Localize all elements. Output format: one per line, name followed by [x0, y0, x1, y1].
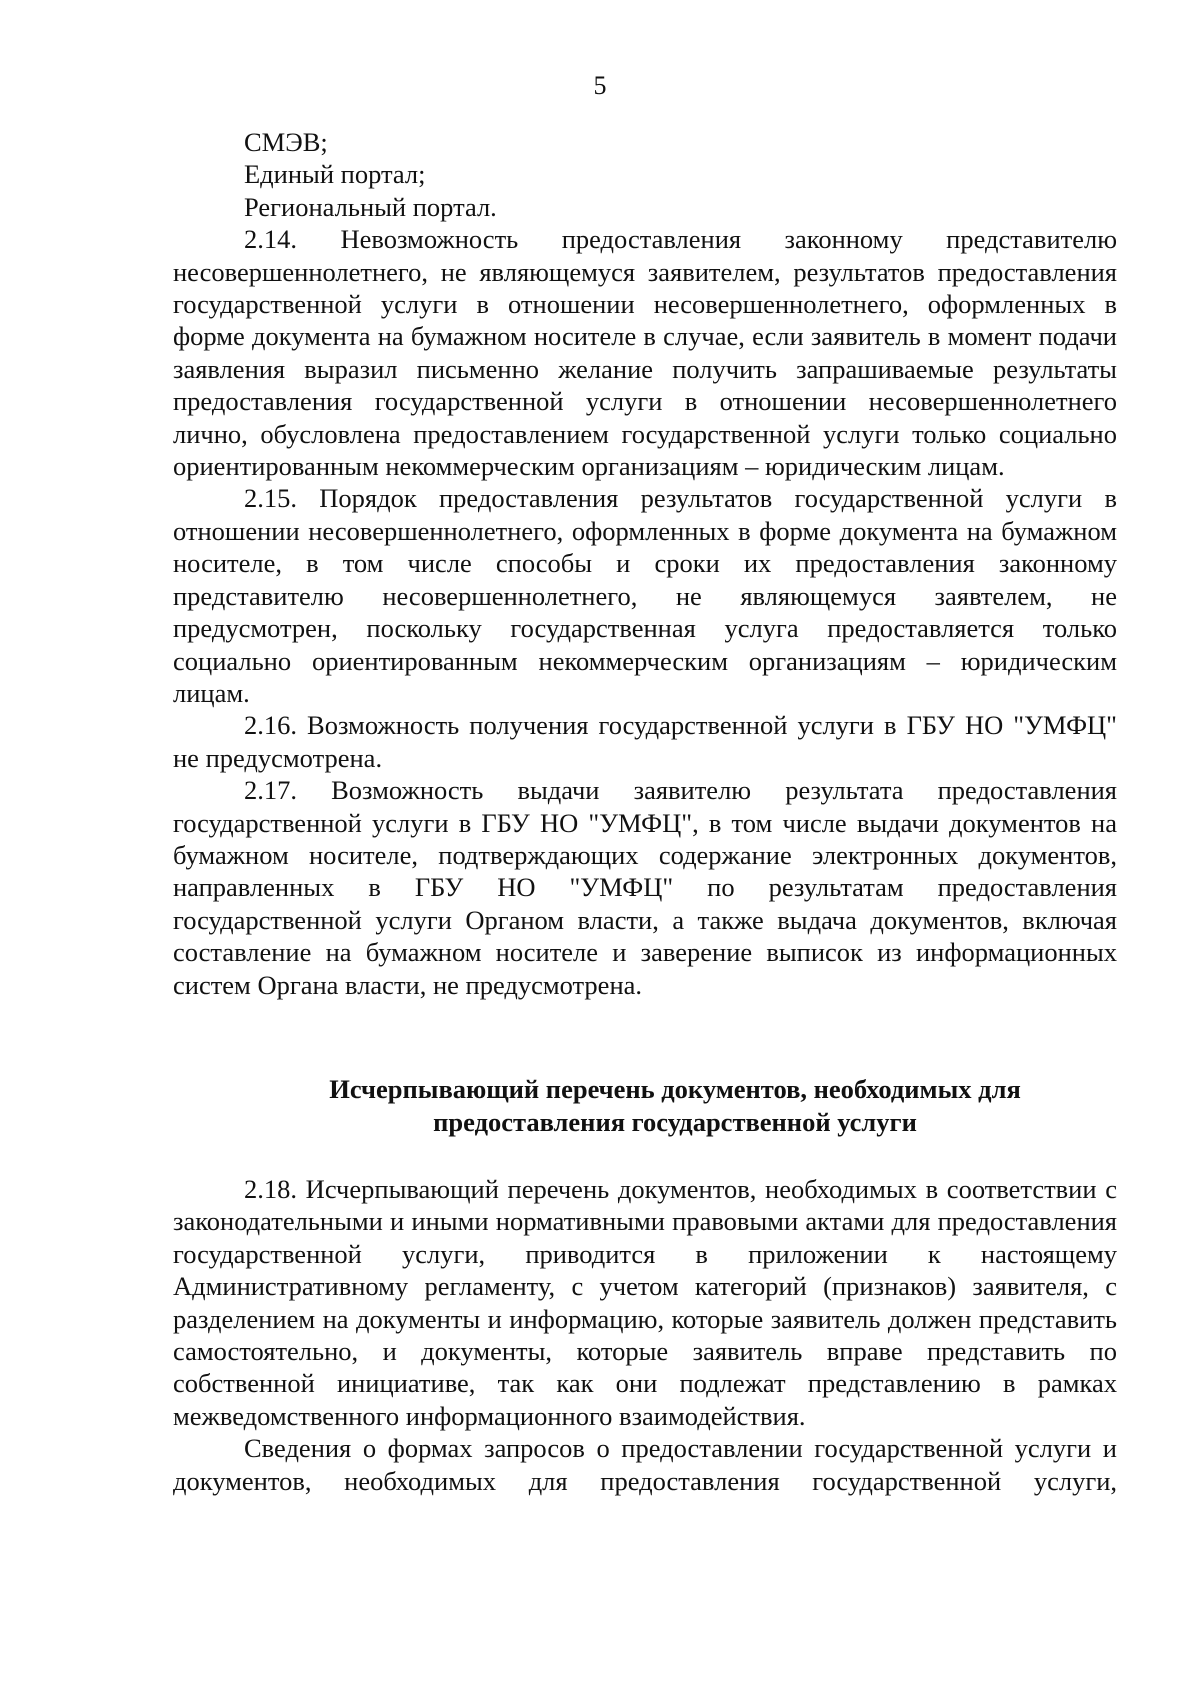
paragraph-forms-info: Сведения о формах запросов о предоставлении государственной услуги и документов, необходимых для предоставления государственной услуги, [173, 1433, 1117, 1496]
section-heading-line-1: Исчерпывающий перечень документов, необходимых для [329, 1074, 1021, 1104]
section-heading-line-2: предоставления государственной услуги [433, 1107, 917, 1137]
body-text-bottom [173, 1173, 1117, 1497]
list-item: Единый портал; [244, 159, 426, 190]
paragraph-2-15: 2.15. Порядок предоставления результатов государственной услуги в отношении несовершеннолетнего, оформленных в форме документа на бумажном носителе, в том числе способы и сроки их предоставления законному представителю несовершеннолетнего, не являющемуся заявтелем, не предусмотрен, поскольку государственная услуга предоставляется только социально ориентированным некоммерческим организациям – юридическим лицам. [173, 483, 1117, 708]
list-item: СМЭВ; [244, 127, 328, 157]
paragraph-2-16: 2.16. Возможность получения государственной услуги в ГБУ НО "УМФЦ" не предусмотрена. [173, 710, 1117, 773]
paragraph-2-17: 2.17. Возможность выдачи заявителю результата предоставления государственной услуги в ГБУ НО "УМФЦ", в том числе выдачи документов на бумажном носителе, подтверждающих содержание электронных документов, направленных в ГБУ НО "УМФЦ" по результатам предоставления государственной услуги Органом власти, а также выдача документов, включая составление на бумажном носителе и заверение выписок из информационных систем Органа власти, не предусмотрена. [173, 775, 1117, 1000]
paragraph-2-14: 2.14. Невозможность предоставления законному представителю несовершеннолетнего, не являющемуся заявителем, результатов предоставления государственной услуги в отношении несовершеннолетнего, оформленных в форме документа на бумажном носителе в случае, если заявитель в момент подачи заявления выразил письменно желание получить запрашиваемые результаты предоставления государственной услуги в отношении несовершеннолетнего лично, обусловлена предоставлением государственной услуги только социально ориентированным некоммерческим организациям – юридическим лицам. [173, 224, 1117, 482]
body-text-top [173, 126, 1117, 1001]
page-number: 5 [593, 71, 607, 100]
list-item: Региональный портал. [244, 191, 497, 222]
section-heading [173, 1073, 1117, 1139]
paragraph-2-18: 2.18. Исчерпывающий перечень документов, необходимых в соответствии с законодательными и иными нормативными правовыми актами для предоставления государственной услуги, приводится в приложении к настоящему Административному регламенту, с учетом категорий (признаков) заявителя, с разделением на документы и информацию, которые заявитель должен представить самостоятельно, и документы, которые заявитель вправе представить по собственной инициативе, так как они подлежат представлению в рамках межведомственного информационного взаимодействия. [173, 1174, 1117, 1431]
